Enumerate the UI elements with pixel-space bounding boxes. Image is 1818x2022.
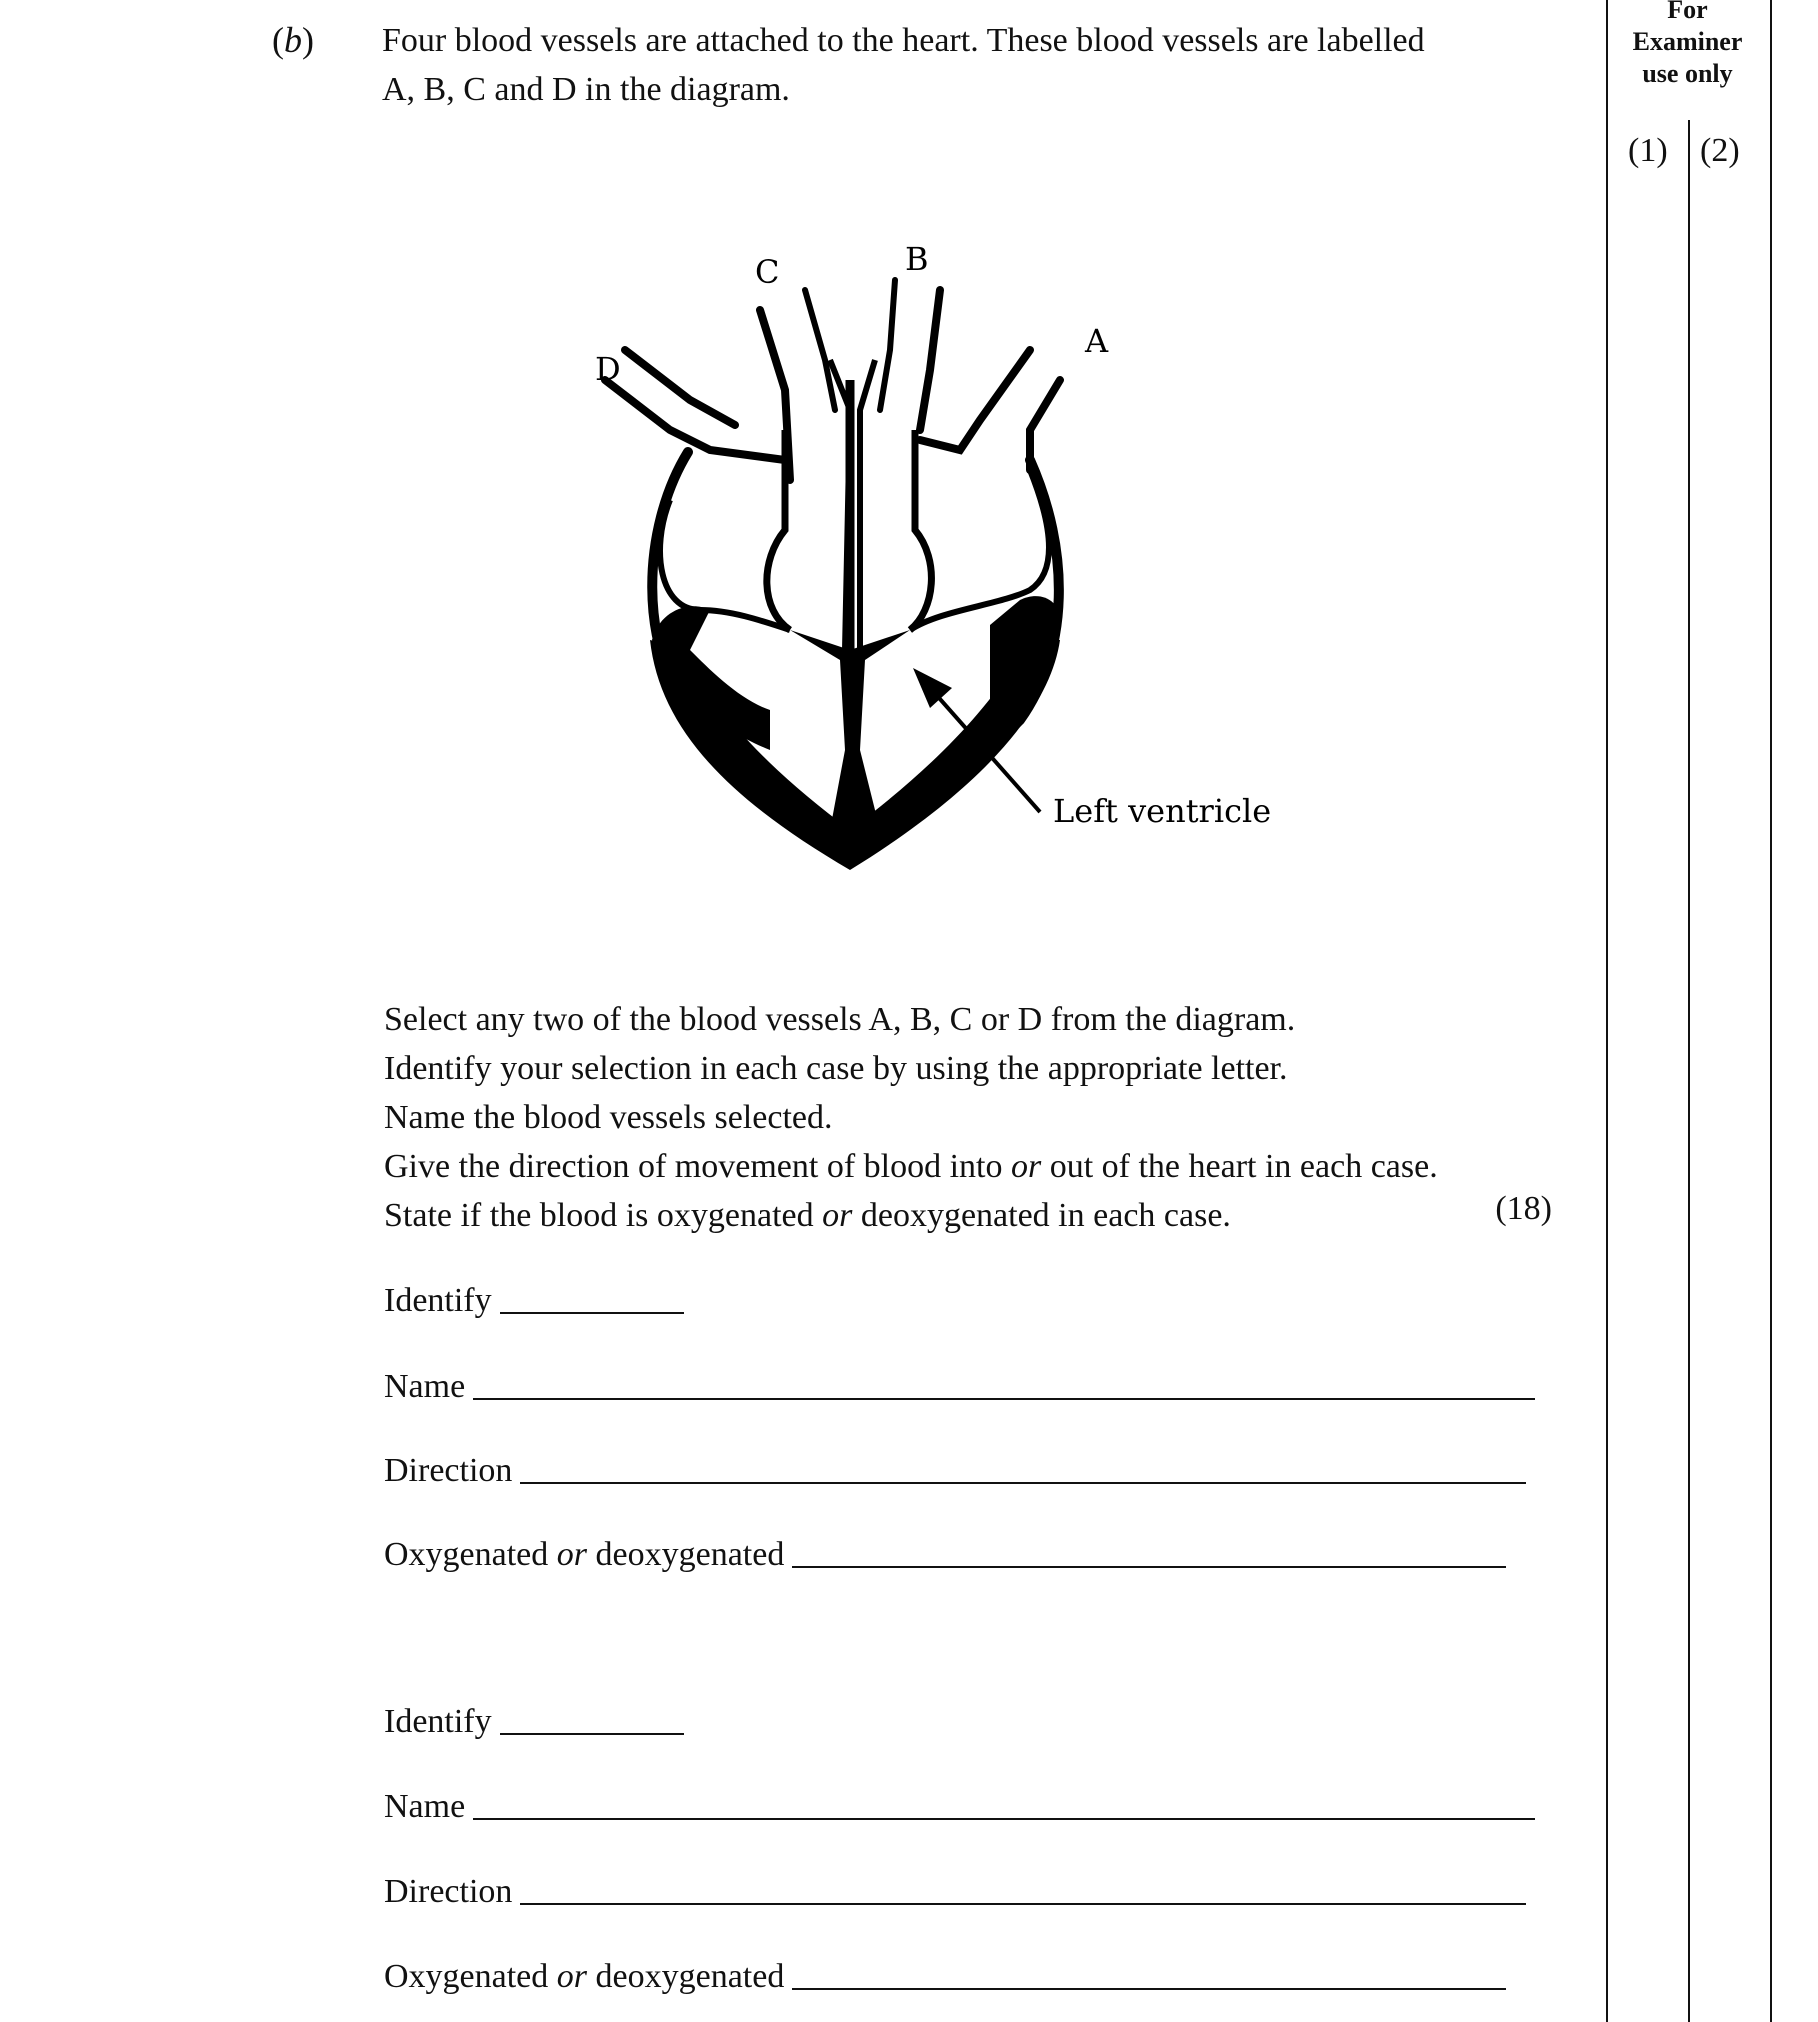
answer-2-direction-field[interactable] xyxy=(384,1873,1526,1911)
instruction-line-2: Identify your selection in each case by using the appropriate letter. xyxy=(384,1050,1288,1087)
examiner-use-header xyxy=(1610,0,1765,90)
oxygenation-answer-line[interactable] xyxy=(792,1988,1506,1990)
direction-label: Direction xyxy=(384,1452,513,1489)
identify-label: Identify xyxy=(384,1703,492,1740)
label-d: D xyxy=(595,350,621,388)
label-b: B xyxy=(905,240,929,278)
direction-label: Direction xyxy=(384,1873,513,1910)
name-answer-line[interactable] xyxy=(473,1398,1535,1400)
name-answer-line[interactable] xyxy=(473,1818,1535,1820)
question-instructions xyxy=(384,995,1564,1240)
arch-right xyxy=(910,430,931,630)
marks-allocation: (18) xyxy=(1495,1190,1552,1227)
examiner-line-3: use only xyxy=(1642,59,1733,88)
identify-label: Identify xyxy=(384,1282,492,1319)
vessel-c-inner xyxy=(805,290,835,410)
heart-diagram xyxy=(560,230,1280,890)
answer-1-oxygenation-field[interactable] xyxy=(384,1536,1506,1574)
identify-answer-line[interactable] xyxy=(500,1733,684,1735)
vessel-b-outer xyxy=(920,290,940,430)
examiner-col-1: (1) xyxy=(1628,132,1668,169)
left-ventricle-arrow-head xyxy=(913,668,952,708)
direction-answer-line[interactable] xyxy=(520,1903,1526,1905)
left-ventricle-label: Left ventricle xyxy=(1053,792,1272,830)
instruction-line-3: Name the blood vessels selected. xyxy=(384,1099,833,1136)
central-trunk-right xyxy=(860,360,875,650)
instruction-line-5: State if the blood is oxygenated or deoxygenated in each case. xyxy=(384,1197,1231,1234)
answer-1-identify-field[interactable] xyxy=(384,1282,684,1320)
name-label: Name xyxy=(384,1788,466,1825)
name-label: Name xyxy=(384,1368,466,1405)
oxygenation-answer-line[interactable] xyxy=(792,1566,1506,1568)
vessel-a-2 xyxy=(1030,380,1060,470)
instruction-line-1: Select any two of the blood vessels A, B, C or D from the diagram. xyxy=(384,1001,1296,1038)
instruction-line-4: Give the direction of movement of blood into or out of the heart in each case. xyxy=(384,1148,1438,1185)
answer-1-direction-field[interactable] xyxy=(384,1452,1526,1490)
part-label: (b) xyxy=(272,20,314,60)
label-c: C xyxy=(755,253,780,291)
vessel-d-1 xyxy=(605,380,785,460)
intro-line-2: A, B, C and D in the diagram. xyxy=(382,71,790,108)
oxygenation-label: Oxygenated or deoxygenated xyxy=(384,1958,785,1995)
examiner-border-left xyxy=(1606,0,1608,2022)
examiner-col-2: (2) xyxy=(1700,132,1740,169)
answer-2-name-field[interactable] xyxy=(384,1788,1535,1826)
question-intro xyxy=(382,16,1542,114)
examiner-column-divider xyxy=(1688,120,1690,2022)
vessel-a-1 xyxy=(920,350,1030,450)
answer-2-oxygenation-field[interactable] xyxy=(384,1958,1506,1996)
answer-2-identify-field[interactable] xyxy=(384,1703,684,1741)
examiner-line-1: For xyxy=(1667,0,1708,24)
label-a: A xyxy=(1085,322,1109,360)
examiner-line-2: Examiner xyxy=(1632,27,1743,56)
vessel-d-2 xyxy=(625,350,735,425)
oxygenation-label: Oxygenated or deoxygenated xyxy=(384,1536,785,1573)
part-letter: b xyxy=(284,20,302,60)
direction-answer-line[interactable] xyxy=(520,1482,1526,1484)
intro-line-1: Four blood vessels are attached to the heart. These blood vessels are labelled xyxy=(382,22,1425,59)
examiner-border-right xyxy=(1770,0,1772,2022)
answer-1-name-field[interactable] xyxy=(384,1368,1535,1406)
identify-answer-line[interactable] xyxy=(500,1312,684,1314)
vessel-b xyxy=(880,280,895,410)
